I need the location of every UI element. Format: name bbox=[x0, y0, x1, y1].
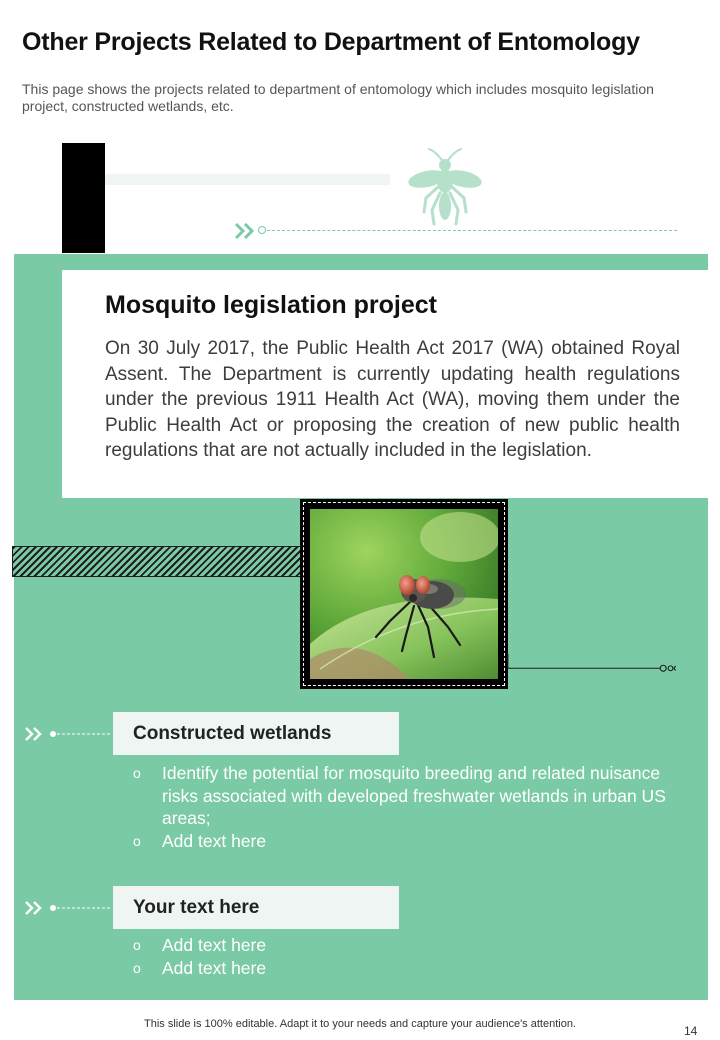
list-item: o Add text here bbox=[133, 830, 267, 851]
page-title: Other Projects Related to Department of Entomology bbox=[22, 28, 640, 56]
footer-note: This slide is 100% editable. Adapt it to your needs and capture your audience's attention. bbox=[144, 1018, 576, 1030]
bullet-marker: o bbox=[133, 765, 141, 781]
dashed-divider bbox=[267, 230, 677, 231]
bullet-list-your-text bbox=[133, 934, 693, 979]
bullet-marker: o bbox=[133, 832, 141, 849]
photo-connector-line bbox=[506, 651, 676, 691]
connector-dot bbox=[258, 226, 266, 234]
double-chevron-right-icon bbox=[234, 221, 256, 241]
label-box-constructed-wetlands: Constructed wetlands bbox=[113, 712, 399, 755]
list-item: o Add text here bbox=[133, 957, 267, 978]
double-chevron-right-icon bbox=[24, 724, 119, 744]
double-chevron-right-icon bbox=[24, 898, 119, 918]
section-heading-legislation: Mosquito legislation project bbox=[105, 291, 437, 319]
hatched-accent-bar bbox=[12, 546, 304, 577]
page-number: 14 bbox=[684, 1024, 698, 1038]
black-accent-bar bbox=[62, 143, 105, 253]
photo-frame-dashed-border bbox=[303, 502, 505, 686]
page-subtitle: This page shows the projects related to department of entomology which includes mosquito legislation project, constructed wetlands, etc. bbox=[22, 81, 654, 114]
bullet-marker: o bbox=[133, 937, 141, 953]
label-box-your-text: Your text here bbox=[113, 886, 399, 929]
light-accent-strip bbox=[105, 174, 390, 185]
list-item: o Add text here bbox=[133, 935, 267, 955]
bullet-list-wetlands bbox=[133, 762, 693, 852]
mosquito-icon bbox=[402, 148, 488, 226]
section-body-legislation: On 30 July 2017, the Public Health Act 2017 (WA) obtained Royal Assent. The Department is currently updating health regulations under the previous 1911 Health Act (WA), moving them under the Public Health Act or proposing the creation of new public health regulations that are not actually included in the legislation. bbox=[105, 338, 680, 461]
list-item: o Identify the potential for mosquito breeding and related nuisance risks associated with developed freshwater wetlands in urban US areas; bbox=[133, 763, 666, 828]
bullet-marker: o bbox=[133, 959, 141, 976]
